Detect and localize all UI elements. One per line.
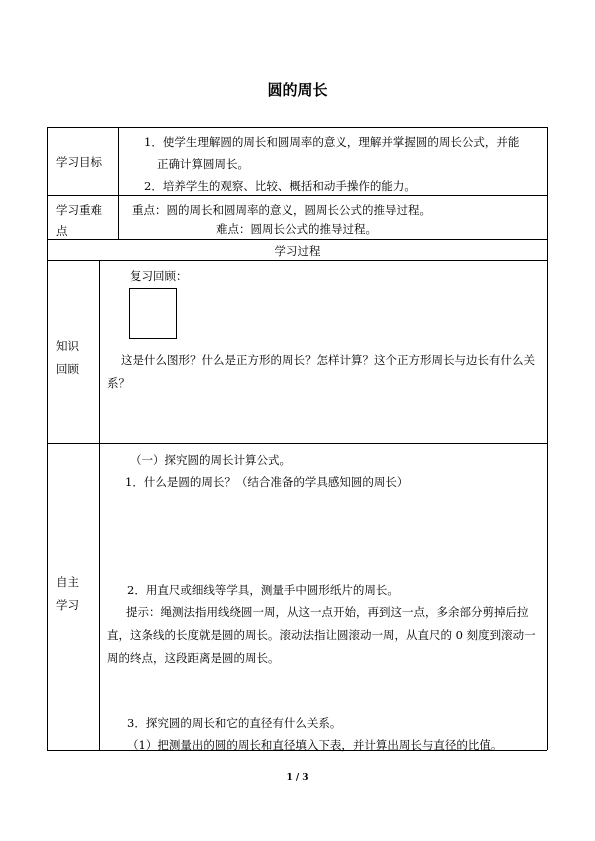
question-2: 2．用直尺或细线等学具，测量手中圆形纸片的周长。 — [127, 583, 399, 597]
objective-item-1: 1．使学生理解圆的周长和圆周率的意义，理解并掌握圆的周长公式，并能 — [144, 135, 520, 149]
row-divider — [47, 195, 547, 196]
row-divider — [47, 260, 547, 261]
review-label-line1: 知识 — [56, 339, 79, 353]
key-points-label-line1: 学习重难 — [56, 203, 102, 217]
key-points-label-line2: 点 — [56, 224, 68, 238]
section-heading-1: （一）探究圆的周长计算公式。 — [130, 453, 291, 467]
square-figure — [129, 288, 177, 339]
column-divider — [99, 260, 100, 750]
table-left-border — [47, 127, 48, 750]
review-label-line2: 回顾 — [56, 362, 79, 376]
row-divider — [47, 239, 547, 240]
hint-text: 提示：绳测法指用线绕圆一周，从这一点开始，再到这一点，多余部分剪掉后拉直，这条线的长度就是圆的周长。滚动法指让圆滚动一周，从直尺的 0 刻度到滚动一周的终点，这段距离是圆的周长。 — [107, 605, 536, 665]
table-top-border — [47, 127, 547, 128]
objectives-label: 学习目标 — [56, 155, 102, 169]
difficult-point-text: 难点：圆周长公式的推导过程。 — [216, 222, 377, 236]
question-1: 1．什么是圆的周长？（结合准备的学具感知圆的周长） — [125, 475, 409, 489]
page-number: 1 / 3 — [286, 773, 309, 783]
review-question: 这是什么图形？什么是正方形的周长？怎样计算？这个正方形周长与边长有什么关系？ — [107, 353, 535, 390]
process-header: 学习过程 — [274, 244, 321, 258]
question-3-1: （1）把测量出的圆的周长和直径填入下表，并计算出周长与直径的比值。 — [127, 738, 503, 752]
self-study-label-line2: 学习 — [56, 598, 79, 612]
review-heading: 复习回顾： — [130, 269, 188, 283]
self-study-label-line1: 自主 — [56, 575, 79, 589]
question-3: 3．探究圆的周长和它的直径有什么关系。 — [127, 716, 342, 730]
table-right-border — [547, 127, 548, 750]
key-point-text: 重点：圆的周长和圆周率的意义，圆周长公式的推导过程。 — [132, 203, 431, 217]
objective-item-1-cont: 正确计算圆周长。 — [157, 157, 249, 171]
page-title: 圆的周长 — [267, 81, 328, 99]
objective-item-2: 2．培养学生的观察、比较、概括和动手操作的能力。 — [144, 179, 416, 193]
row-divider — [47, 443, 547, 444]
column-divider — [118, 127, 119, 239]
